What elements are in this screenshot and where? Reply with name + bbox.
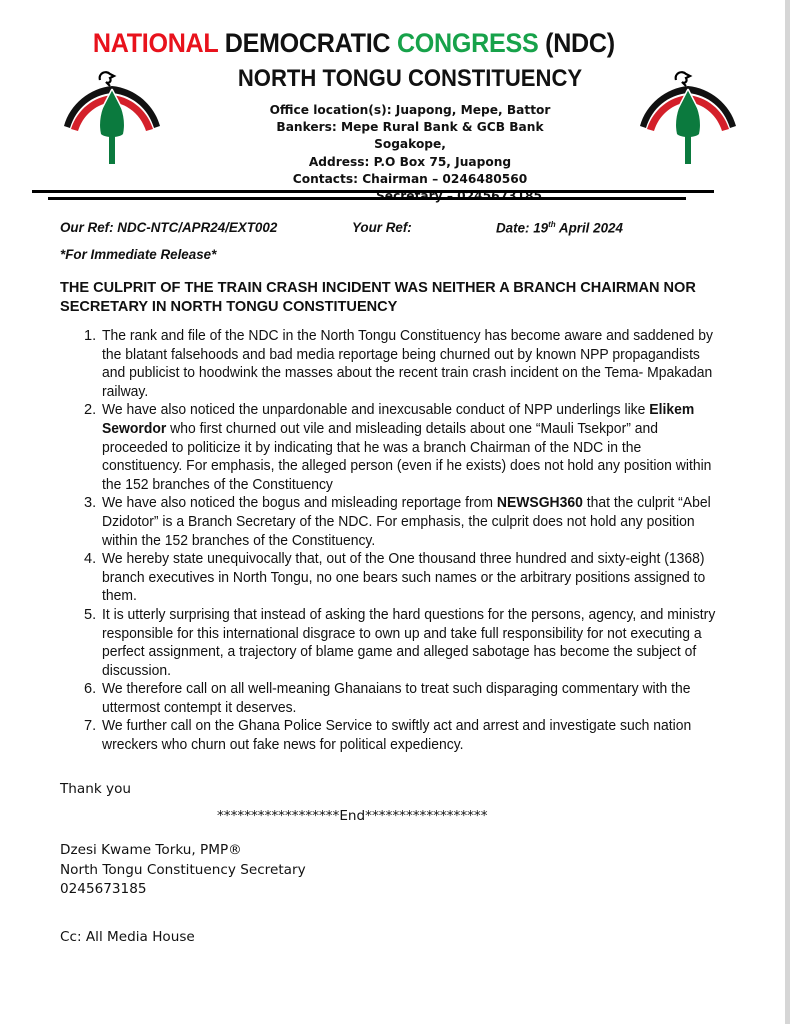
page-edge-shadow: [785, 0, 790, 1024]
closing-thanks: Thank you: [60, 781, 132, 797]
item-number: 1.: [84, 328, 97, 344]
item-text-part: We therefore call on all well-meaning Ghanaians to treat such disparaging commentary with the uttermost contempt it deserves.: [102, 681, 691, 716]
our-reference: Our Ref: NDC-NTC/APR24/EXT002: [60, 220, 278, 235]
title-democratic: DEMOCRATIC: [218, 28, 397, 58]
item-text-part: The rank and file of the NDC in the North Tongu Constituency has become aware and saddened by the blatant falsehoods and bad media reportage being churned out by known NPP propagandists and publicist to hoodwink the masses about the recent train crash incident on the Tema- Mpakadan railway.: [102, 328, 714, 400]
item-number: 5.: [84, 606, 97, 623]
item-text: [102, 401, 723, 494]
title-national: NATIONAL: [92, 28, 219, 58]
signatory-name: Dzesi Kwame Torku, PMP®: [60, 842, 242, 858]
date-suffix: April 2024: [555, 220, 623, 236]
date-prefix: Date: 19: [496, 220, 549, 236]
signatory-phone: 0245673185: [60, 881, 147, 897]
statement-points: [60, 327, 716, 755]
item-text: [102, 717, 723, 754]
item-text: [102, 606, 723, 680]
list-item: [60, 680, 700, 717]
header-divider: [32, 190, 714, 193]
end-marker: ******************End******************: [217, 808, 488, 824]
item-text-part: We have also noticed the bogus and misleading reportage from: [102, 495, 497, 512]
release-note: *For Immediate Release*: [60, 247, 217, 262]
item-text: [102, 680, 723, 717]
item-number: 4.: [84, 551, 97, 568]
signature-block: [60, 841, 306, 900]
ndc-umbrella-logo-icon: [638, 68, 738, 168]
named-outlet: NEWSGH360: [496, 495, 583, 512]
list-item: [60, 327, 714, 401]
item-text-part: We hereby state unequivocally that, out of the One thousand three hundred and sixty-eight (1368) branch executives in North Tongu, no one bears such names or the arbitrary positions assigned to them.: [102, 551, 706, 605]
contact-chairman: Contacts: Chairman – 0246480560: [292, 171, 528, 186]
item-text: [102, 550, 723, 606]
item-text-part: who first churned out vile and misleading details about one “Mauli Tsekpor” and proceeded to politicize it by indicating that he was a branch Chairman of the NDC in the constituency. For emphasis, the alleged person (even if he exists) does not hold any position within the 152 branches of the Constituency: [102, 420, 712, 493]
item-text-part: that the culprit “Abel Dzidotor” is a Branch Secretary of the NDC. For emphasis, the culprit does not hold any position within the 152 branches of the Constituency.: [102, 495, 711, 549]
item-text-part: It is utterly surprising that instead of asking the hard questions for the persons, agency, and ministry responsible for this international disgrace to own up and take full responsibility for not executing a perfect assignment, a trajectory of blame game and alleged sabotage has become the subject of discussion.: [102, 606, 716, 679]
ndc-umbrella-logo-icon: [62, 68, 162, 168]
office-location: Office location(s): Juapong, Mepe, Battor: [269, 103, 551, 117]
constituency-subtitle: NORTH TONGU CONSTITUENCY: [237, 65, 583, 92]
item-text: [102, 327, 723, 401]
your-reference: Your Ref:: [352, 220, 412, 235]
letter-date: [496, 220, 623, 235]
date-ordinal: th: [548, 220, 556, 229]
organization-title: [25, 28, 683, 59]
item-number: 3.: [84, 495, 97, 512]
list-item: [60, 494, 711, 550]
address: Address: P.O Box 75, Juapong: [308, 154, 512, 169]
title-congress: CONGRESS: [396, 28, 539, 58]
list-item: [60, 717, 700, 754]
press-release-headline: THE CULPRIT OF THE TRAIN CRASH INCIDENT WAS NEITHER A BRANCH CHAIRMAN NOR SECRETARY IN NORTH TONGU CONSTITUENCY: [60, 279, 696, 315]
bankers: Bankers: Mepe Rural Bank & GCB Bank Sogakope,: [276, 120, 544, 152]
item-text: [102, 494, 723, 550]
list-item: [60, 401, 712, 494]
item-text-part: We further call on the Ghana Police Service to swiftly act and arrest and investigate such nation wreckers who churn out fake news for political expediency.: [102, 718, 692, 754]
header-divider: [48, 197, 686, 200]
item-number: 2.: [84, 402, 97, 419]
list-item: [60, 550, 706, 606]
item-text-part: We have also noticed the unpardonable and inexcusable conduct of NPP underlings like: [102, 402, 650, 419]
item-number: 7.: [84, 718, 97, 735]
named-person: Elikem Sewordor: [102, 402, 695, 437]
carbon-copy: Cc: All Media House: [60, 929, 195, 945]
title-ndc: (NDC): [538, 28, 615, 58]
list-item: [60, 606, 716, 680]
item-number: 6.: [84, 681, 97, 698]
signatory-title: North Tongu Constituency Secretary: [60, 861, 306, 878]
